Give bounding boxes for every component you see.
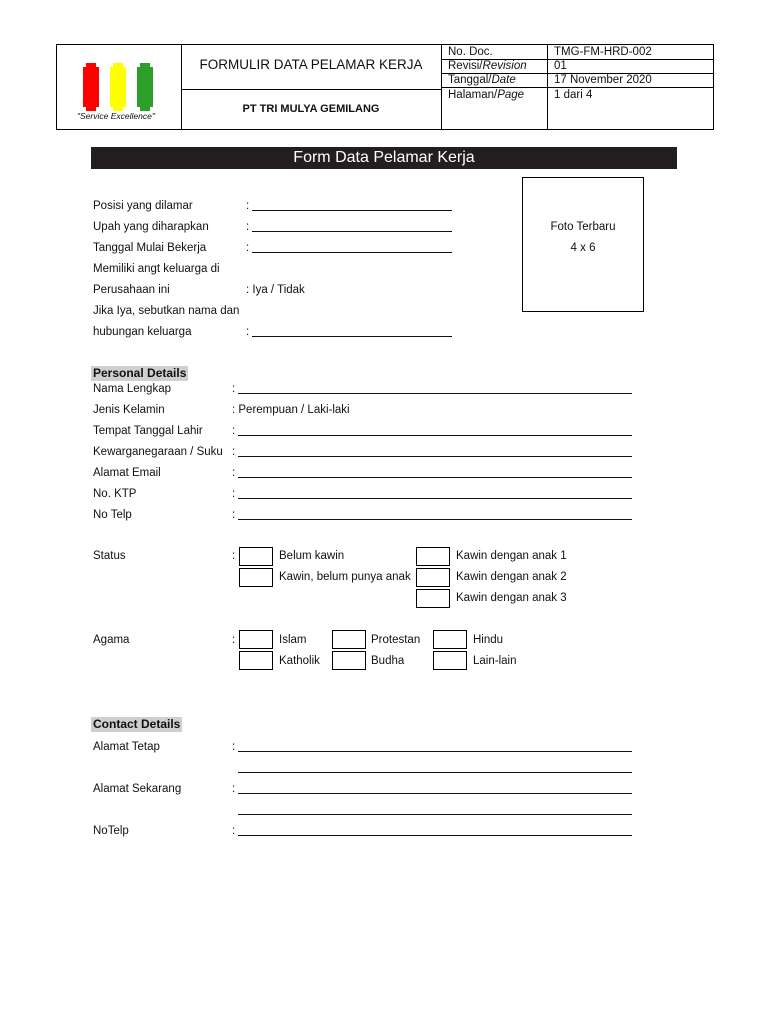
status-option-anak-3: Kawin dengan anak 3 <box>456 592 567 604</box>
meta-value-date: 17 November 2020 <box>554 74 652 86</box>
meta-value-page: 1 dari 4 <box>554 89 593 101</box>
photo-size: 4 x 6 <box>570 242 596 254</box>
posisi-label: Posisi yang dilamar <box>93 200 193 212</box>
colon: : <box>232 825 236 837</box>
telp-label: No Telp <box>93 509 132 521</box>
kewarganegaraan-field[interactable] <box>238 456 632 457</box>
agama-label: Agama <box>93 634 130 646</box>
agama-checkbox-budha[interactable] <box>332 651 366 670</box>
agama-option-budha: Budha <box>371 655 405 667</box>
status-checkbox-anak-2[interactable] <box>416 568 450 587</box>
photo-placeholder[interactable] <box>522 177 644 312</box>
email-field[interactable] <box>238 477 632 478</box>
alamat-tetap-field-line2[interactable] <box>238 772 632 773</box>
agama-checkbox-protestan[interactable] <box>332 630 366 649</box>
colon: : <box>232 634 236 646</box>
jenis-kelamin-label: Jenis Kelamin <box>93 404 165 416</box>
kewarganegaraan-label: Kewarganegaraan / Suku <box>93 446 223 458</box>
colon: : <box>232 446 236 458</box>
ktp-field[interactable] <box>238 498 632 499</box>
logo-yellow-bar <box>110 67 126 107</box>
contact-telp-label: NoTelp <box>93 825 129 837</box>
colon: : <box>232 488 236 500</box>
status-option-belum-kawin: Belum kawin <box>279 550 345 562</box>
ttl-field[interactable] <box>238 435 632 436</box>
company-name: PT TRI MULYA GEMILANG <box>242 103 380 115</box>
logo-green-bar <box>137 67 153 107</box>
photo-label: Foto Terbaru <box>550 221 616 233</box>
agama-option-katholik: Katholik <box>279 655 320 667</box>
sebutkan-label-line2: hubungan keluarga <box>93 326 192 338</box>
upah-field[interactable] <box>252 231 452 232</box>
jenis-kelamin-choice[interactable]: : Perempuan / Laki-laki <box>232 404 350 416</box>
meta-label-date: Tanggal/Date <box>448 74 516 86</box>
upah-label: Upah yang diharapkan <box>93 221 209 233</box>
agama-option-lain-lain: Lain-lain <box>473 655 517 667</box>
status-checkbox-anak-1[interactable] <box>416 547 450 566</box>
tanggal-mulai-label: Tanggal Mulai Bekerja <box>93 242 207 254</box>
alamat-sekarang-field-line2[interactable] <box>238 814 632 815</box>
colon: : <box>246 200 250 212</box>
meta-label-revision: Revisi/Revision <box>448 60 527 72</box>
nama-label: Nama Lengkap <box>93 383 171 395</box>
tanggal-mulai-field[interactable] <box>252 252 452 253</box>
colon: : <box>232 741 236 753</box>
status-option-kawin-belum-anak: Kawin, belum punya anak <box>279 571 411 583</box>
agama-checkbox-islam[interactable] <box>239 630 273 649</box>
form-title: FORMULIR DATA PELAMAR KERJA <box>199 57 423 72</box>
nama-field[interactable] <box>238 393 632 394</box>
colon: : <box>246 221 250 233</box>
ktp-label: No. KTP <box>93 488 137 500</box>
status-checkbox-belum-kawin[interactable] <box>239 547 273 566</box>
colon: : <box>232 509 236 521</box>
colon: : <box>246 326 250 338</box>
ttl-label: Tempat Tanggal Lahir <box>93 425 203 437</box>
agama-checkbox-lain-lain[interactable] <box>433 651 467 670</box>
agama-option-hindu: Hindu <box>473 634 504 646</box>
agama-option-islam: Islam <box>279 634 307 646</box>
colon: : <box>246 242 250 254</box>
alamat-tetap-field-line1[interactable] <box>238 751 632 752</box>
keluarga-label-line1: Memiliki angt keluarga di <box>93 263 220 275</box>
colon: : <box>232 425 236 437</box>
email-label: Alamat Email <box>93 467 161 479</box>
page-title: Form Data Pelamar Kerja <box>91 147 677 169</box>
logo-red-bar <box>83 67 99 107</box>
agama-checkbox-hindu[interactable] <box>433 630 467 649</box>
agama-checkbox-katholik[interactable] <box>239 651 273 670</box>
sebutkan-label-line1: Jika Iya, sebutkan nama dan <box>93 305 240 317</box>
status-option-anak-2: Kawin dengan anak 2 <box>456 571 567 583</box>
alamat-tetap-label: Alamat Tetap <box>93 741 160 753</box>
document-header <box>56 44 714 130</box>
meta-value-doc: TMG-FM-HRD-002 <box>554 46 652 58</box>
meta-label-doc: No. Doc. <box>448 46 493 58</box>
meta-value-revision: 01 <box>554 60 567 72</box>
contact-telp-field[interactable] <box>238 835 632 836</box>
telp-field[interactable] <box>238 519 632 520</box>
agama-option-protestan: Protestan <box>371 634 421 646</box>
status-option-anak-1: Kawin dengan anak 1 <box>456 550 567 562</box>
company-logo <box>57 45 181 129</box>
status-label: Status <box>93 550 126 562</box>
status-checkbox-anak-3[interactable] <box>416 589 450 608</box>
meta-label-page: Halaman/Page <box>448 89 525 101</box>
status-checkbox-kawin-belum-anak[interactable] <box>239 568 273 587</box>
keluarga-label-line2: Perusahaan ini <box>93 284 170 296</box>
colon: : <box>232 383 236 395</box>
alamat-sekarang-label: Alamat Sekarang <box>93 783 182 795</box>
colon: : <box>232 783 236 795</box>
logo-tagline: "Service Excellence" <box>77 111 155 121</box>
colon: : <box>232 550 236 562</box>
sebutkan-field[interactable] <box>252 336 452 337</box>
alamat-sekarang-field-line1[interactable] <box>238 793 632 794</box>
contact-details-heading: Contact Details <box>93 717 181 731</box>
personal-details-heading: Personal Details <box>93 366 187 380</box>
colon: : <box>232 467 236 479</box>
keluarga-choice[interactable]: : Iya / Tidak <box>246 284 305 296</box>
posisi-field[interactable] <box>252 210 452 211</box>
